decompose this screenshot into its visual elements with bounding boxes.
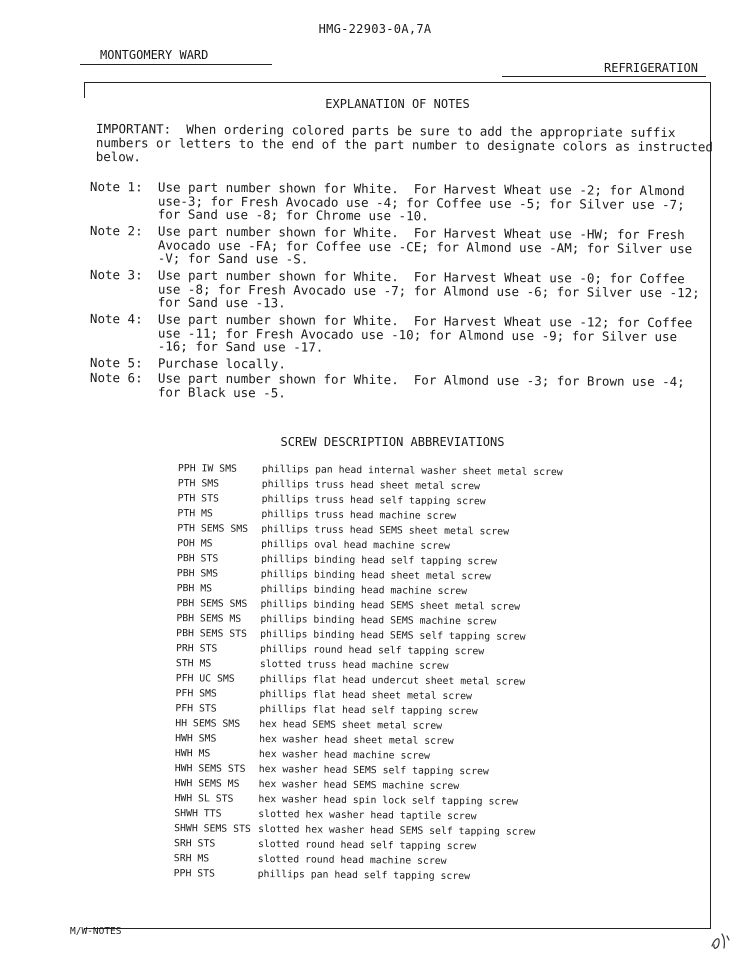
description: slotted round head self tapping screw xyxy=(257,838,477,853)
note-label: Note 3: xyxy=(89,267,143,283)
frame-corner-mark xyxy=(84,82,85,98)
description: phillips pan head internal washer sheet metal screw xyxy=(261,463,563,479)
description: phillips binding head SEMS machine screw xyxy=(260,613,497,628)
abbreviation: PTH MS xyxy=(177,508,213,520)
abbreviation: PRH STS xyxy=(175,643,218,655)
abbreviation: PFH UC SMS xyxy=(175,673,235,685)
brand-name: MONTGOMERY WARD xyxy=(100,48,209,62)
abbreviation: PBH SEMS SMS xyxy=(176,598,248,610)
document-code: HMG-22903-0A,7A xyxy=(318,22,432,36)
note-label: Note 2: xyxy=(89,223,143,239)
abbreviation: HH SEMS SMS xyxy=(175,718,241,730)
description: phillips pan head self tapping screw xyxy=(257,868,471,883)
abbreviation: PPH STS xyxy=(173,868,216,880)
description: hex washer head sheet metal screw xyxy=(259,733,454,748)
abbreviation: STH MS xyxy=(175,658,212,670)
abbreviation: PPH IW SMS xyxy=(177,463,237,475)
abbreviation: SHWH TTS xyxy=(174,808,222,820)
abbreviation: SRH MS xyxy=(173,853,210,865)
abbreviation: HWH SEMS MS xyxy=(174,778,240,790)
note-label: Note 1: xyxy=(89,179,143,195)
abbreviation: POH MS xyxy=(177,538,213,550)
abbreviation: PBH MS xyxy=(176,583,213,595)
screw-abbreviations-title: SCREW DESCRIPTION ABBREVIATIONS xyxy=(280,435,505,449)
description: phillips binding head self tapping screw xyxy=(260,553,497,568)
header-rule-right xyxy=(502,76,706,77)
abbreviation: SRH STS xyxy=(173,838,216,850)
abbreviation: PBH SEMS MS xyxy=(176,613,242,625)
description: phillips binding head machine screw xyxy=(260,583,468,598)
description: slotted hex washer head SEMS self tapping screw xyxy=(258,823,536,838)
note-label: Note 6: xyxy=(89,370,143,386)
header-rule-left xyxy=(80,64,272,65)
description: phillips oval head machine screw xyxy=(261,538,450,552)
description: slotted hex washer head taptile screw xyxy=(258,808,477,823)
note-text: Use part number shown for White. For Harvest Wheat use -2; for Almond use-3; for Fresh Avocado use -4; for Coffee use -5; for Silver use -7; for Sand use -8; for Chrome use -10. xyxy=(157,179,685,224)
description: slotted truss head machine screw xyxy=(259,658,449,672)
abbreviation: PTH STS xyxy=(177,493,219,505)
abbreviation: PTH SMS xyxy=(177,478,220,490)
note-label: Note 4: xyxy=(89,311,143,327)
section-name: REFRIGERATION xyxy=(604,61,698,75)
description: phillips flat head sheet metal screw xyxy=(259,688,472,703)
description: hex washer head machine screw xyxy=(258,748,431,762)
description: phillips flat head undercut sheet metal screw xyxy=(259,673,526,688)
description: phillips binding head sheet metal screw xyxy=(260,568,491,583)
note-text: Purchase locally. xyxy=(157,355,286,372)
abbreviation: PFH SMS xyxy=(175,688,217,700)
abbreviation: PBH SEMS STS xyxy=(176,628,248,640)
note-label: Note 5: xyxy=(89,355,143,371)
screw-abbreviation-list xyxy=(164,461,588,885)
description: hex washer head SEMS machine screw xyxy=(258,778,460,793)
abbreviation: PBH STS xyxy=(176,553,219,565)
abbreviation: PBH SMS xyxy=(176,568,219,580)
description: phillips binding head SEMS self tapping screw xyxy=(260,628,526,643)
note-text: Use part number shown for White. For Almond use -3; for Brown use -4; for Black use -5. xyxy=(157,370,685,400)
abbreviation: PFH STS xyxy=(175,703,217,715)
abbreviation: HWH SL STS xyxy=(174,793,234,805)
abbreviation: SHWH SEMS STS xyxy=(174,823,251,835)
abbreviation: HWH SEMS STS xyxy=(174,763,246,775)
footer-code: M/W-NOTES xyxy=(70,926,122,937)
description: phillips truss head SEMS sheet metal screw xyxy=(261,523,510,538)
note-text: Use part number shown for White. For Harvest Wheat use -12; for Coffee use -11; for Fresh Avocado use -10; for Almond use -9; for Silver use -16; for Sand use -17. xyxy=(157,311,693,355)
abbreviation: HWH SMS xyxy=(175,733,217,745)
handwritten-mark xyxy=(706,928,734,954)
description: hex washer head SEMS self tapping screw xyxy=(258,763,489,778)
description: phillips round head self tapping screw xyxy=(259,643,485,658)
note-text: Use part number shown for White. For Harvest Wheat use -HW; for Fresh Avocado use -FA; for Coffee use -CE; for Almond use -AM; for Silver use -V; for Sand use -S. xyxy=(157,223,693,267)
description: hex head SEMS sheet metal screw xyxy=(259,718,443,732)
explanation-title: EXPLANATION OF NOTES xyxy=(325,97,470,111)
abbreviation: PTH SEMS SMS xyxy=(177,523,249,535)
description: phillips truss head self tapping screw xyxy=(261,493,486,508)
abbreviation: HWH MS xyxy=(174,748,211,760)
description: phillips truss head machine screw xyxy=(261,508,457,523)
description: phillips binding head SEMS sheet metal screw xyxy=(260,598,521,613)
important-notice: IMPORTANT: When ordering colored parts be sure to add the appropriate suffix numbers or letters to the end of the part number to designate colors as instructed below. xyxy=(95,121,714,165)
note-text: Use part number shown for White. For Harvest Wheat use -0; for Coffee use -8; for Fresh Avocado use -7; for Almond use -6; for Silver use -12; for Sand use -13. xyxy=(157,267,700,311)
description: phillips truss head sheet metal screw xyxy=(261,478,481,493)
description: slotted round head machine screw xyxy=(257,853,447,867)
description: hex washer head spin lock self tapping screw xyxy=(258,793,519,808)
description: phillips flat head self tapping screw xyxy=(259,703,478,718)
